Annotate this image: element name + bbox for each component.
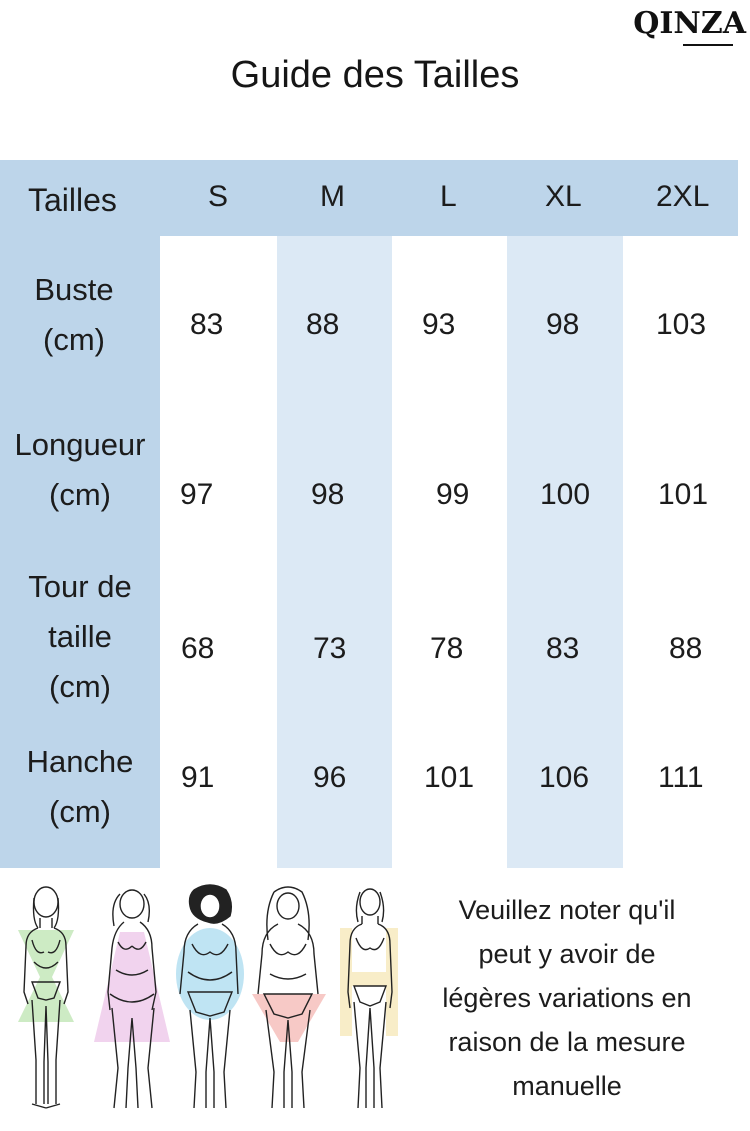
table-cell: 97 <box>180 478 214 511</box>
row-label-line: (cm) <box>43 322 105 357</box>
row-label-line: Hanche <box>26 744 134 779</box>
table-cell: 96 <box>313 761 347 794</box>
table-cell: 93 <box>422 308 456 341</box>
row-label-longueur <box>0 420 160 520</box>
size-header-l: L <box>440 180 457 213</box>
table-cell: 101 <box>424 761 475 794</box>
measurement-note <box>414 888 720 1108</box>
note-line: peut y avoir de <box>478 939 656 969</box>
row-label-line: Buste <box>34 272 114 307</box>
table-cell: 88 <box>669 632 703 665</box>
table-cell: 91 <box>181 761 215 794</box>
body-shape-apple-icon <box>176 885 244 1108</box>
note-line: raison de la mesure <box>448 1027 686 1057</box>
row-label-line: (cm) <box>49 794 111 829</box>
size-header-s: S <box>208 180 229 213</box>
table-cell: 98 <box>311 478 345 511</box>
note-line: légères variations en <box>442 983 692 1013</box>
row-label-tour-de-taille <box>0 562 160 712</box>
header-label: Tailles <box>28 182 117 218</box>
table-cell: 83 <box>190 308 224 341</box>
note-line: manuelle <box>512 1071 622 1101</box>
table-cell: 99 <box>436 478 470 511</box>
brand-logo: QINZA <box>633 6 746 41</box>
body-shapes-illustration <box>14 882 414 1122</box>
table-cell: 78 <box>430 632 464 665</box>
table-cell: 103 <box>656 308 707 341</box>
row-label-hanche <box>0 737 160 837</box>
body-shape-pear-icon <box>94 890 170 1108</box>
row-label-line: taille <box>48 619 112 654</box>
table-cell: 88 <box>306 308 340 341</box>
table-cell: 83 <box>546 632 580 665</box>
table-cell: 101 <box>658 478 709 511</box>
size-header-xl: XL <box>545 180 582 213</box>
row-label-line: (cm) <box>49 669 111 704</box>
row-label-line: (cm) <box>49 477 111 512</box>
table-cell: 68 <box>181 632 215 665</box>
size-header-m: M <box>320 180 345 213</box>
body-shape-hourglass-icon <box>18 887 74 1108</box>
table-cell: 106 <box>539 761 590 794</box>
table-cell: 111 <box>658 761 704 794</box>
logo-underline <box>683 44 733 46</box>
table-cell: 73 <box>313 632 347 665</box>
body-shape-rectangle-icon <box>340 889 398 1108</box>
row-label-line: Longueur <box>14 427 146 462</box>
size-header-2xl: 2XL <box>656 180 710 213</box>
page-title: Guide des Tailles <box>230 54 520 96</box>
body-shape-triangle-icon <box>252 887 326 1108</box>
table-cell: 98 <box>546 308 580 341</box>
table-cell: 100 <box>540 478 591 511</box>
note-line: Veuillez noter qu'il <box>458 895 676 925</box>
row-label-buste <box>0 265 154 365</box>
row-label-line: Tour de <box>28 569 132 604</box>
